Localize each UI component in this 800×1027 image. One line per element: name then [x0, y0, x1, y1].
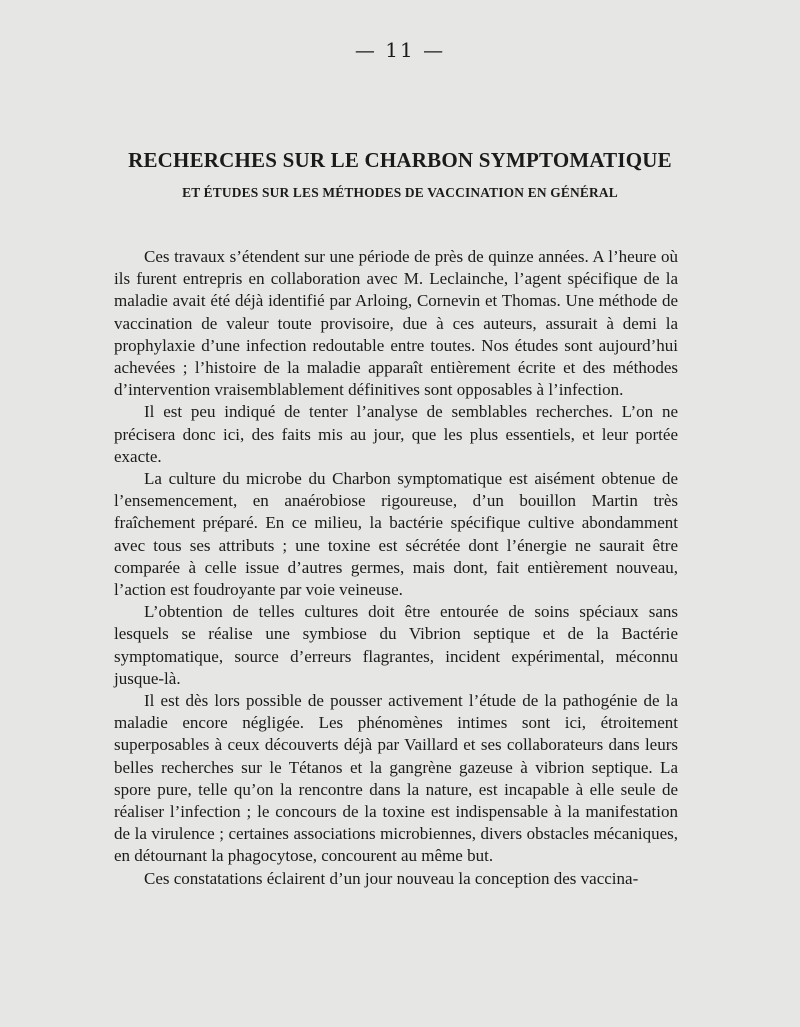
paragraph: La culture du microbe du Charbon symptomatique est aisément obtenue de l’ensemencement, en anaérobiose rigoureuse, d’un bouillon Martin très fraîchement préparé. En ce milieu, la bactérie spécifique cultive abondamment avec tous ses attributs ; une toxine est sécrétée dont l’énergie ne saurait être comparée à celle issue d’autres germes, mais dont, fait entièrement nouveau, l’action est foudroyante par voie veineuse.: [114, 469, 678, 600]
paragraph: Ces constatations éclairent d’un jour nouveau la conception des vaccina-: [144, 868, 639, 888]
paragraph: L’obtention de telles cultures doit être entourée de soins spéciaux sans lesquels se réalise une symbiose du Vibrion septique et de la Bactérie symptomatique, source d’erreurs flagrantes, incident expérimental, méconnu jusque-là.: [114, 602, 678, 688]
body-text: [114, 246, 678, 890]
page-subtitle: ET ÉTUDES SUR LES MÉTHODES DE VACCINATION EN GÉNÉRAL: [182, 185, 618, 200]
page-number: — 11 —: [354, 38, 446, 62]
page-title: RECHERCHES SUR LE CHARBON SYMPTOMATIQUE: [128, 148, 672, 172]
paragraph: Ces travaux s’étendent sur une période de près de quinze années. A l’heure où ils furent entrepris en collaboration avec M. Leclainche, l’agent spécifique de la maladie avait été déjà identifié par Arloing, Cornevin et Thomas. Une méthode de vaccination de valeur toute provisoire, due à ces auteurs, assurait à demi la prophylaxie d’une infection redoutable entre toutes. Nos études sont aujourd’hui achevées ; l’histoire de la maladie apparaît entièrement écrite et des méthodes d’intervention vraisemblablement définitives sont opposables à l’infection.: [114, 247, 678, 400]
paragraph: Il est dès lors possible de pousser activement l’étude de la pathogénie de la maladie encore négligée. Les phénomènes intimes sont ici, étroitement superposables à ceux découverts déjà par Vaillard et ses collaborateurs dans leurs belles recherches sur le Tétanos et la gangrène gazeuse à vibrion septique. La spore pure, telle qu’on la rencontre dans la nature, est incapable à elle seule de réaliser l’infection ; le concours de la toxine est indispensable à la manifestation de la virulence ; certaines associations microbiennes, divers obstacles mécaniques, en détournant la phagocytose, concourent au même but.: [114, 691, 678, 866]
paragraph: Il est peu indiqué de tenter l’analyse de semblables recherches. L’on ne précisera donc ici, des faits mis au jour, que les plus essentiels, et leur portée exacte.: [114, 402, 678, 466]
